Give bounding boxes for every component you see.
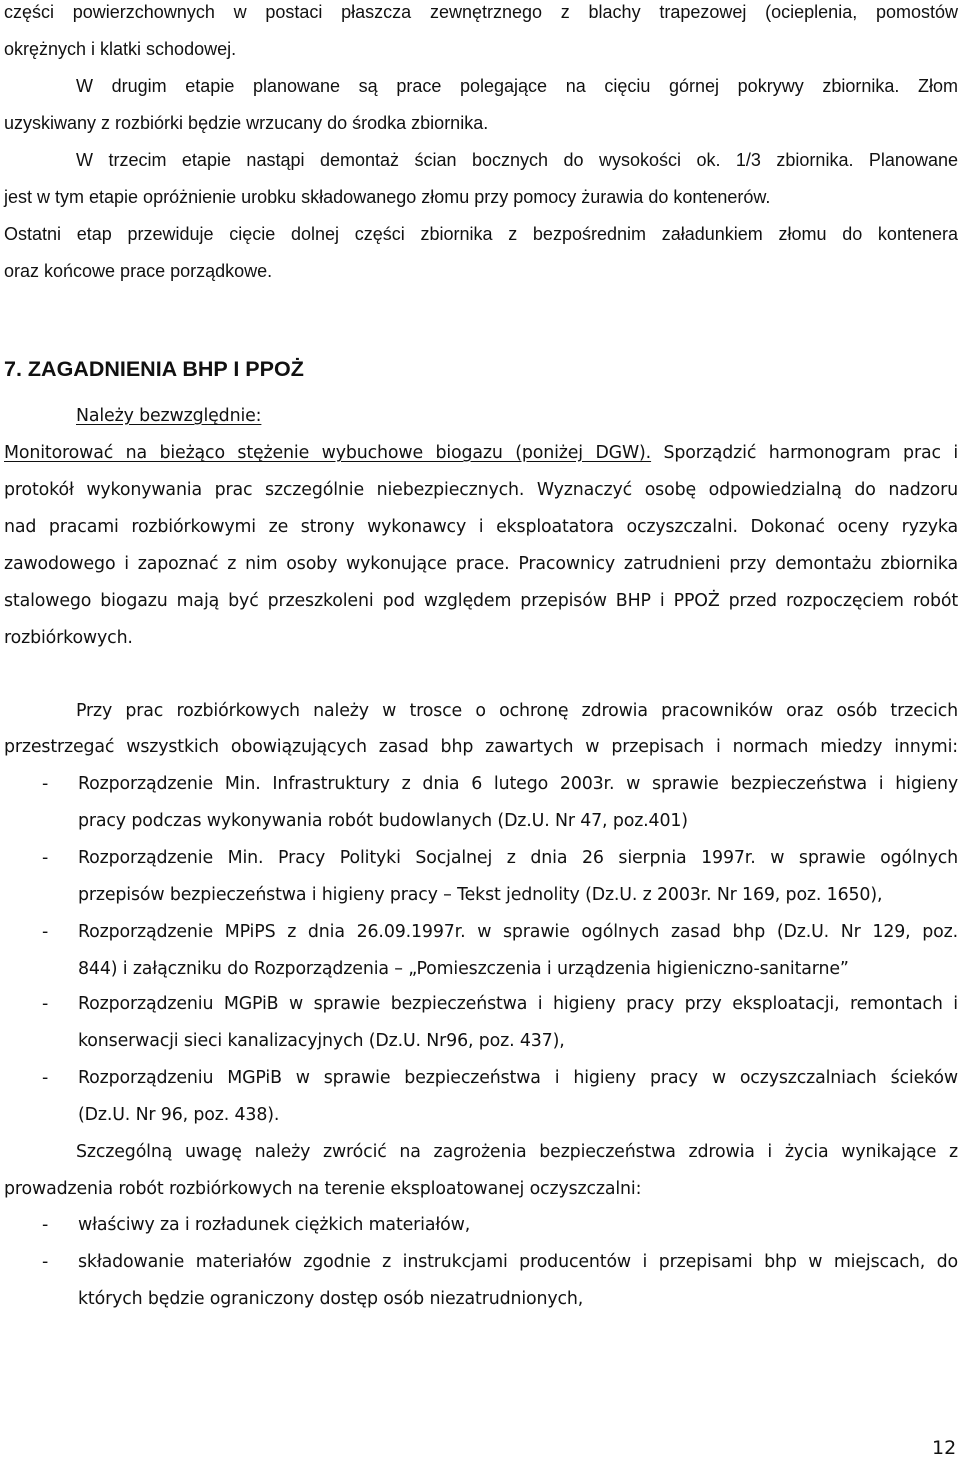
text-line: uzyskiwany z rozbiórki będzie wrzucany do środka zbiornika. bbox=[4, 113, 489, 133]
text-line: protokół wykonywania prac szczególnie niebezpiecznych. Wyznaczyć osobę odpowiedzialną do nadzoru bbox=[4, 480, 958, 500]
list-item: Rozporządzenie MPiPS z dnia 26.09.1997r. w sprawie ogólnych zasad bhp (Dz.U. Nr 129, poz. bbox=[78, 922, 958, 942]
list-item: Rozporządzeniu MGPiB w sprawie bezpieczeństwa i higieny pracy przy eksploatacji, remontach i bbox=[78, 994, 958, 1014]
text-line: nad pracami rozbiórkowymi ze strony wykonawcy i eksploatatora oczyszczalni. Dokonać oceny ryzyka bbox=[4, 517, 958, 537]
text-line: W drugim etapie planowane są prace polegające na cięciu górnej pokrywy zbiornika. Złom bbox=[76, 76, 958, 96]
text-line: części powierzchownych w postaci płaszcza zewnętrznego z blachy trapezowej (ocieplenia, pomostów bbox=[4, 2, 958, 22]
list-item: właściwy za i rozładunek ciężkich materiałów, bbox=[78, 1215, 471, 1235]
text-line: rozbiórkowych. bbox=[4, 628, 133, 648]
text-line: Ostatni etap przewiduje cięcie dolnej części zbiornika z bezpośrednim załadunkiem złomu do kontenera bbox=[4, 224, 958, 244]
text-line: jest w tym etapie opróżnienie urobku składowanego złomu przy pomocy żurawia do kontenerów. bbox=[4, 187, 771, 207]
subheading-text: Należy bezwzględnie: bbox=[76, 406, 262, 426]
text-line: prowadzenia robót rozbiórkowych na terenie eksploatowanej oczyszczalni: bbox=[4, 1179, 642, 1199]
text-line: zawodowego i zapoznać z nim osoby wykonujące prace. Pracownicy zatrudnieni przy demontażu zbiornika bbox=[4, 554, 958, 574]
list-dash: - bbox=[42, 994, 49, 1014]
subheading bbox=[76, 405, 958, 427]
page-number: 12 bbox=[932, 1437, 957, 1459]
text-line: oraz końcowe prace porządkowe. bbox=[4, 261, 273, 281]
list-item-continuation: 844) i załączniku do Rozporządzenia – „Pomieszczenia i urządzenia higieniczno-sanitarne” bbox=[78, 959, 849, 979]
list-item: Rozporządzenie Min. Infrastruktury z dnia 6 lutego 2003r. w sprawie bezpieczeństwa i higieny bbox=[78, 774, 958, 794]
list-item: Rozporządzeniu MGPiB w sprawie bezpieczeństwa i higieny pracy w oczyszczalniach ścieków bbox=[78, 1068, 958, 1088]
list-item-continuation: których będzie ograniczony dostęp osób niezatrudnionych, bbox=[78, 1289, 584, 1309]
text-span: Sporządzić harmonogram prac i bbox=[651, 443, 959, 463]
text-line bbox=[4, 442, 958, 464]
list-item-continuation: przepisów bezpieczeństwa i higieny pracy – Tekst jednolity (Dz.U. z 2003r. Nr 169, poz. 1650), bbox=[78, 885, 883, 905]
list-dash: - bbox=[42, 922, 49, 942]
text-line: Szczególną uwagę należy zwrócić na zagrożenia bezpieczeństwa zdrowia i życia wynikające z bbox=[76, 1142, 958, 1162]
list-item-continuation: konserwacji sieci kanalizacyjnych (Dz.U. Nr96, poz. 437), bbox=[78, 1031, 565, 1051]
list-dash: - bbox=[42, 848, 49, 868]
text-line: przestrzegać wszystkich obowiązujących zasad bhp zawartych w przepisach i normach miedzy innymi: bbox=[4, 737, 958, 757]
text-line: W trzecim etapie nastąpi demontaż ścian bocznych do wysokości ok. 1/3 zbiornika. Planowane bbox=[76, 150, 958, 170]
list-dash: - bbox=[42, 774, 49, 794]
list-item: składowanie materiałów zgodnie z instrukcjami producentów i przepisami bhp w miejscach, do bbox=[78, 1252, 958, 1272]
underlined-text: Monitorować na bieżąco stężenie wybuchowe biogazu (poniżej DGW). bbox=[4, 443, 652, 463]
text-line: okrężnych i klatki schodowej. bbox=[4, 39, 237, 59]
list-item-continuation: (Dz.U. Nr 96, poz. 438). bbox=[78, 1105, 280, 1125]
text-line: Przy prac rozbiórkowych należy w trosce o ochronę zdrowia pracowników oraz osób trzecich bbox=[76, 701, 958, 721]
text-line: stalowego biogazu mają być przeszkoleni pod względem przepisów BHP i PPOŻ przed rozpoczęciem robót bbox=[4, 591, 958, 611]
list-item: Rozporządzenie Min. Pracy Polityki Socjalnej z dnia 26 sierpnia 1997r. w sprawie ogólnych bbox=[78, 848, 958, 868]
list-dash: - bbox=[42, 1215, 49, 1235]
list-dash: - bbox=[42, 1252, 49, 1272]
list-dash: - bbox=[42, 1068, 49, 1088]
section-heading: 7. ZAGADNIENIA BHP I PPOŻ bbox=[4, 357, 304, 381]
list-item-continuation: pracy podczas wykonywania robót budowlanych (Dz.U. Nr 47, poz.401) bbox=[78, 811, 688, 831]
